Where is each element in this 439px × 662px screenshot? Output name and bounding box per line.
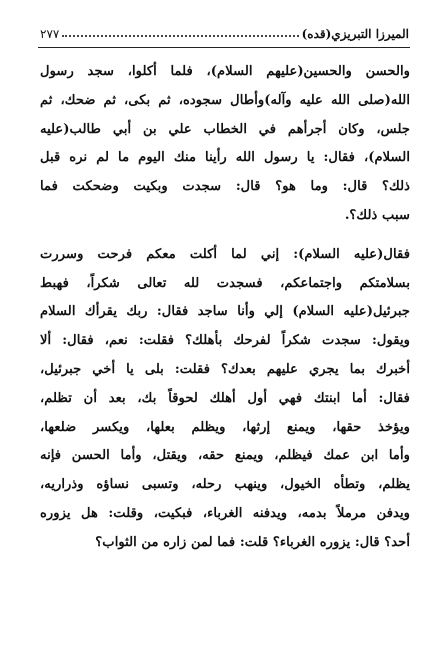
page-header bbox=[40, 20, 409, 46]
text-line: ويؤخذ حقها، ويمنع إرثها، ويظلم بعلها، ويكسر ضلعها، bbox=[40, 419, 410, 435]
text-line: الله(صلى الله عليه وآله)وأطال سجوده، ثم بكى، ثم ضحك، ثم bbox=[40, 92, 410, 108]
text-line: السلام)، فقال: يا رسول الله رأينا منك اليوم ما لم نره قبل bbox=[40, 150, 410, 166]
text-line: جبرئيل(عليه السلام) إلي وأنا ساجد فقال: ربك يقرأك السلام bbox=[40, 304, 410, 320]
page-number: ٢٧٧ bbox=[40, 27, 60, 41]
text-line: ذلك؟ قال: وما هو؟ قال: سجدت وبكيت وضحكت فما bbox=[40, 179, 410, 195]
text-line: والحسن والحسين(عليهم السلام)، فلما أكلوا، سجد رسول bbox=[40, 64, 410, 79]
text-line: فقال(عليه السلام): إني لما أكلت معكم فرحت وسررت bbox=[40, 246, 410, 262]
text-line: سبب ذلك؟. bbox=[344, 207, 410, 223]
text-line: فقال: أما ابنتك فهي أول أهلك لحوقاً بك، بعد أن تظلم، bbox=[40, 390, 410, 406]
header-rule bbox=[38, 47, 410, 48]
paragraph-2 bbox=[40, 241, 410, 558]
text-line: أخبرك بما يجري عليهم بعدك؟ فقلت: بلى يا أخي جبرئيل، bbox=[40, 361, 410, 377]
text-line: بسلامتكم واجتماعكم، فسجدت لله تعالى شكراً، فهبط bbox=[40, 275, 410, 291]
text-line: ويدفن مرملاً بدمه، ويدفنه الغرباء، فبكيت، وقلت: هل يزوره bbox=[40, 505, 410, 521]
text-line: وأما ابن عمك فيظلم، ويمنع حقه، ويقتل، وأما الحسن فإنه bbox=[40, 448, 410, 464]
paragraph-1 bbox=[40, 58, 410, 231]
text-line: جلس، وكان أجرأهم في الخطاب علي بن أبي طالب(عليه bbox=[40, 121, 410, 137]
text-line: أحد؟ قال: يزوره الغرباء؟ قلت: فما لمن زاره من الثواب؟ bbox=[95, 534, 410, 550]
text-line: ويقول: سجدت شكراً لفرحك بأهلك؟ فقلت: نعم، فقال: ألا bbox=[40, 333, 410, 349]
text-line: يظلم، وتطأه الخيول، وينهب رحله، وتسبى نساؤه وذراريه، bbox=[40, 477, 410, 493]
header-dot-leader bbox=[62, 34, 298, 37]
running-title: الميرزا التبريزي(قده) bbox=[301, 27, 409, 41]
body-text bbox=[40, 58, 410, 558]
